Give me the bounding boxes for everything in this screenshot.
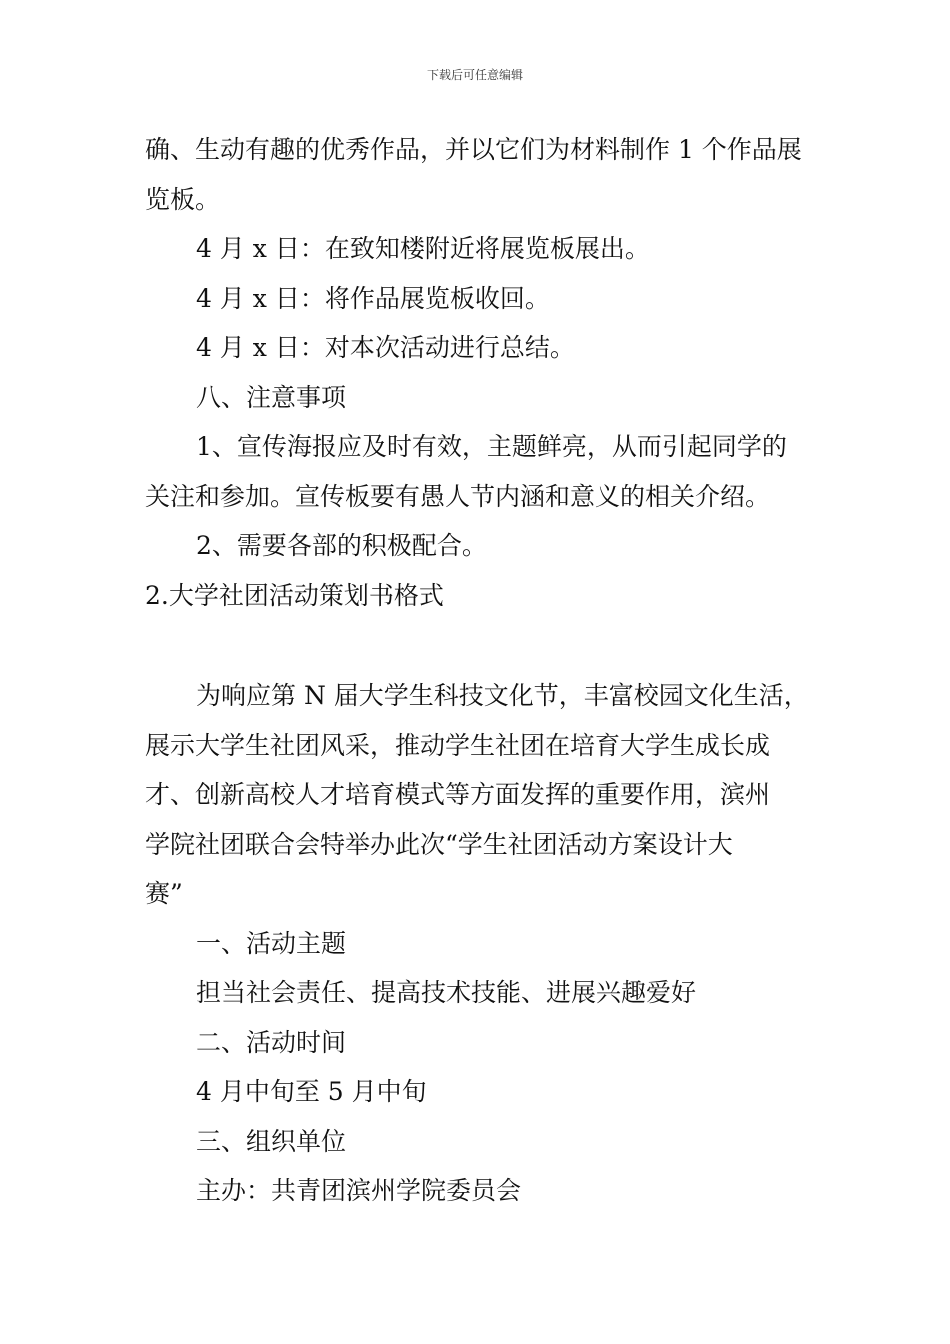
blank-line [145, 620, 813, 671]
paragraph-line: 览板。 [145, 184, 221, 214]
paragraph-line: 赛” [145, 879, 183, 908]
paragraph-line: 才、创新高校人才培育模式等方面发挥的重要作用，滨州 [145, 780, 771, 809]
section-heading: 三、组织单位 [196, 1126, 347, 1156]
paragraph-line: 关注和参加。宣传板要有愚人节内涵和意义的相关介绍。 [145, 481, 771, 511]
paragraph-line: 4 月 x 日：对本次活动进行总结。 [196, 333, 575, 362]
section-heading: 一、活动主题 [196, 928, 347, 958]
document-body [145, 125, 813, 1216]
paragraph-line: 4 月 x 日：将作品展览板收回。 [196, 283, 550, 313]
paragraph-line: 1、宣传海报应及时有效，主题鲜亮，从而引起同学的 [196, 432, 787, 461]
section-heading: 二、活动时间 [196, 1027, 347, 1057]
paragraph-line: 担当社会责任、提高技术技能、进展兴趣爱好 [196, 978, 697, 1007]
page-header-note: 下载后可任意编辑 [426, 68, 523, 82]
document-subtitle: 2.大学社团活动策划书格式 [145, 580, 444, 610]
paragraph-line: 2、需要各部的积极配合。 [196, 531, 487, 560]
paragraph-line: 确、生动有趣的优秀作品，并以它们为材料制作 1 个作品展 [145, 135, 802, 164]
paragraph-line: 展示大学生社团风采，推动学生社团在培育大学生成长成 [145, 730, 771, 760]
paragraph-line: 主办：共青团滨州学院委员会 [196, 1176, 522, 1205]
paragraph-line: 为响应第 N 届大学生科技文化节，丰富校园文化生活， [196, 681, 809, 710]
paragraph-line: 4 月 x 日：在致知楼附近将展览板展出。 [196, 234, 650, 263]
paragraph-line: 学院社团联合会特举办此次“学生社团活动方案设计大 [145, 829, 733, 859]
section-heading: 八、注意事项 [196, 382, 347, 412]
paragraph-line: 4 月中旬至 5 月中旬 [196, 1077, 427, 1106]
